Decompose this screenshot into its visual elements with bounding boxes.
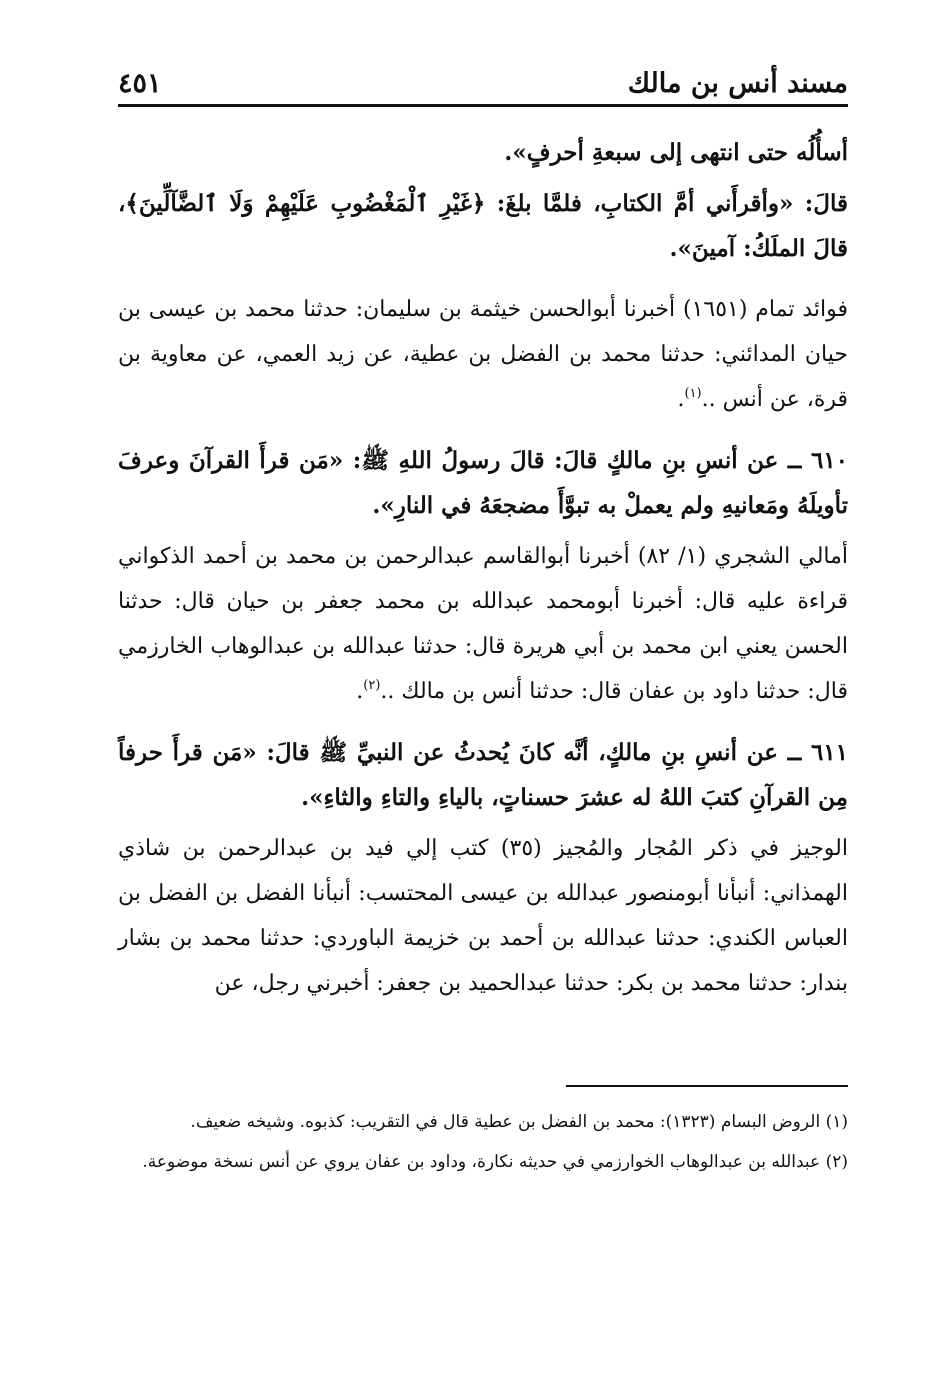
paragraph-3: فوائد تمام (١٦٥١) أخبرنا أبوالحسن خيثمة بن سليمان: حدثنا محمد بن عيسى بن حيان المدائني: حدثنا محمد بن الفضل بن عطية، عن زيد العمي، عن معاوية بن قرة، عن أنس ..$^{(١)}$.: [118, 297, 848, 412]
paragraph-3-text: فوائد تمام (١٦٥١) أخبرنا أبوالحسن خيثمة بن سليمان: حدثنا محمد بن عيسى بن حيان المدائني: حدثنا محمد بن الفضل بن عطية، عن زيد العمي، عن معاوية بن قرة، عن أنس ..: [118, 297, 848, 412]
header-divider: [118, 104, 848, 107]
page-number: ٤٥١: [118, 68, 162, 99]
running-header: [118, 62, 848, 102]
paragraph-1: أسأُلُه حتى انتهى إلى سبعةِ أحرفٍ».: [504, 139, 848, 166]
paragraph-5: أمالي الشجري (١/ ٨٢) أخبرنا أبوالقاسم عبدالرحمن بن محمد بن أحمد الذكواني قراءة عليه قال: أخبرنا أبومحمد عبدالله بن محمد جعفر بن حيان قال: حدثنا الحسن يعني ابن محمد بن أبي هريرة قال: حدثنا عبدالله بن عبدالوهاب الخارزمي قال: حدثنا داود بن عفان قال: حدثنا أنس بن مالك ..$^{(٢)}$.: [118, 544, 848, 704]
header-title: مسند أنس بن مالك: [627, 68, 848, 99]
footnote-1: (١) الروض البسام (١٣٢٣): محمد بن الفضل بن عطية قال في التقريب: كذبوه. وشيخه ضعيف.: [190, 1112, 848, 1132]
paragraph-5-text: أمالي الشجري (١/ ٨٢) أخبرنا أبوالقاسم عبدالرحمن بن محمد بن أحمد الذكواني قراءة عليه قال: أخبرنا أبومحمد عبدالله بن محمد جعفر بن حيان قال: حدثنا الحسن يعني ابن محمد بن أبي هريرة قال: حدثنا عبدالله بن عبدالوهاب الخارزمي قال: حدثنا داود بن عفان قال: حدثنا أنس بن مالك ..: [118, 544, 848, 704]
paragraph-7: الوجيز في ذكر المُجار والمُجيز (٣٥) كتب إلي فيد بن عبدالرحمن بن شاذي الهمذاني: أنبأنا أبومنصور عبدالله بن عيسى المحتسب: أنبأنا الفضل بن الفضل بن العباس الكندي: حدثنا عبدالله بن أحمد بن خزيمة الباوردي: حدثنا محمد بن بشار بندار: حدثنا محمد بن بكر: حدثنا عبدالحميد بن جعفر: أخبرني رجل، عن: [118, 836, 848, 996]
hadith-611: ٦١١ ــ عن أنسِ بنِ مالكٍ، أنَّه كانَ يُحدثُ عن النبيِّ ﷺ قالَ: «مَن قرأَ حرفاً مِن القرآنِ كتبَ اللهُ له عشرَ حسناتٍ، بالياءِ والتاءِ والثاءِ».: [118, 739, 848, 811]
paragraph-2: قالَ: «وأقرأَني أمَّ الكتابِ، فلمَّا بلغَ: ﴿غَيْرِ ٱلْمَغْضُوبِ عَلَيْهِمْ وَلَا ٱلضَّآلِّينَ﴾، قالَ الملَكُ: آمينَ».: [118, 190, 848, 262]
footnote-2: (٢) عبدالله بن عبدالوهاب الخوارزمي في حديثه نكارة، وداود بن عفان يروي عن أنس نسخة موضوعة.: [142, 1152, 848, 1172]
footnote-ref-1: (١): [684, 386, 702, 401]
hadith-610: ٦١٠ ــ عن أنسِ بنِ مالكٍ قالَ: قالَ رسولُ اللهِ ﷺ: «مَن قرأَ القرآنَ وعرفَ تأويلَهُ ومَعانيهِ ولم يعملْ به تبوَّأَ مضجعَهُ في النارِ».: [118, 447, 848, 519]
footnote-ref-2: (٢): [363, 678, 381, 693]
footnotes: [118, 1105, 848, 1185]
footnote-divider: [566, 1085, 848, 1087]
main-text: [118, 130, 848, 1006]
